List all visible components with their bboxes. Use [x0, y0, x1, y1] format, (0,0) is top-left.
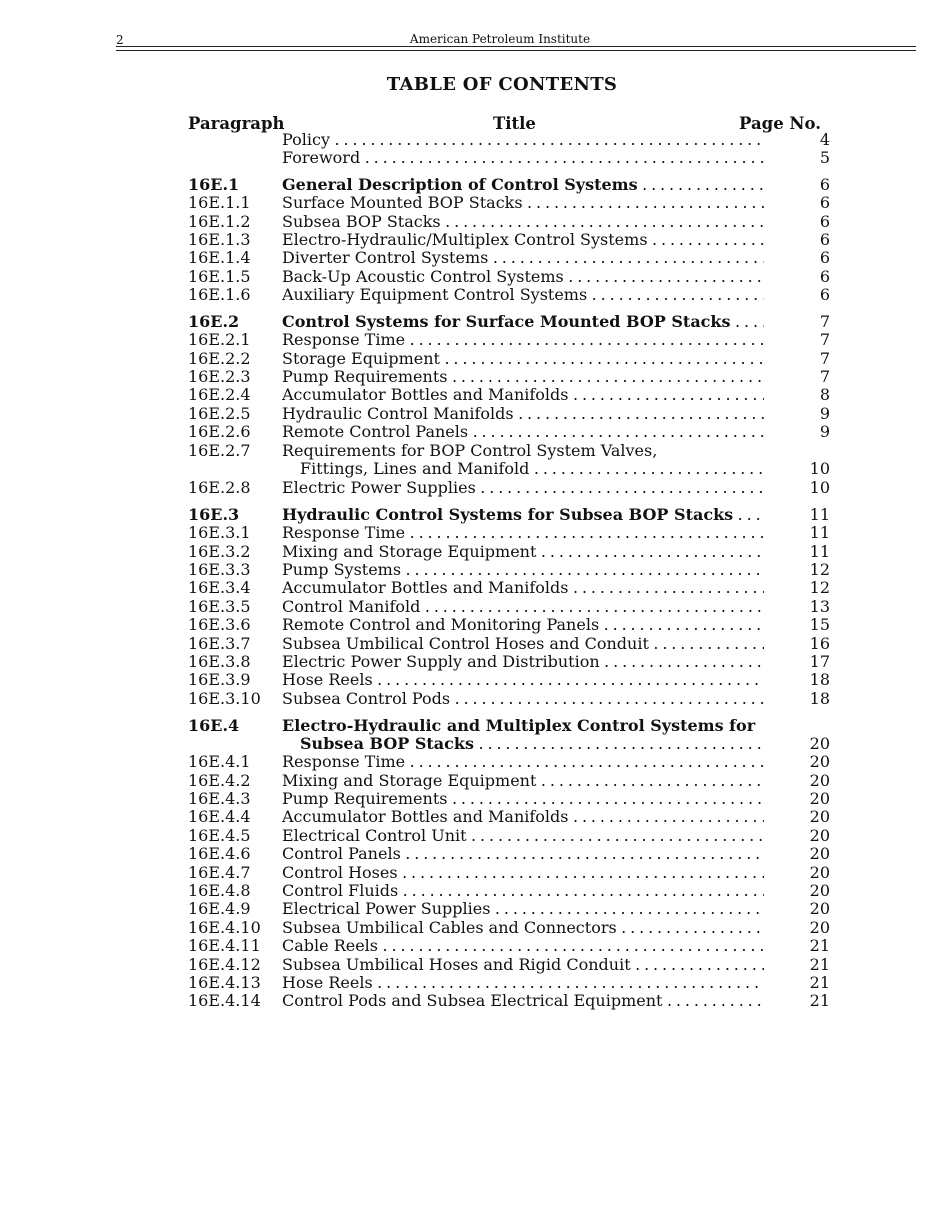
toc-entry-number: 16E.3.1 [188, 523, 251, 542]
toc-entry [0, 900, 950, 918]
toc-entry-page: 11 [809, 523, 830, 542]
toc-entry-page: 21 [809, 991, 830, 1010]
toc-entry-title: Control Manifold . . . [282, 598, 764, 616]
toc-entry [0, 442, 950, 460]
toc-entry-title: Pump Systems . . . [282, 561, 764, 579]
toc-entry-page: 7 [819, 312, 830, 331]
toc-entry-title: Remote Control Panels . . . [282, 423, 764, 441]
toc-entry-title: Subsea Umbilical Control Hoses and Conduit . . . [282, 635, 764, 653]
running-head: American Petroleum Institute [409, 32, 591, 46]
toc-entry [0, 864, 950, 882]
column-header-page: Page No. [739, 114, 821, 133]
column-header-paragraph: Paragraph [188, 114, 285, 133]
toc-entry-number: 16E.4.3 [188, 789, 251, 808]
toc-entry [0, 882, 950, 900]
toc-entry [0, 598, 950, 616]
toc-entry-page: 21 [809, 936, 830, 955]
toc-entry-title: Control Systems for Surface Mounted BOP Stacks . . . [282, 313, 764, 331]
toc-entry-number: 16E.3 [188, 505, 240, 524]
toc-entry [0, 423, 950, 441]
toc-entry-number: 16E.4.14 [188, 991, 261, 1010]
toc-entry-number: 16E.1.3 [188, 230, 251, 249]
column-header-title: Title [493, 114, 536, 133]
toc-entry-title: Requirements for BOP Control System Valves, [282, 442, 658, 460]
toc-entry [0, 350, 950, 368]
toc-entry-page: 21 [809, 973, 830, 992]
toc-entry-number: 16E.3.2 [188, 542, 251, 561]
toc-entry-page: 18 [809, 689, 830, 708]
toc-entry [0, 194, 950, 212]
toc-entry [0, 561, 950, 579]
toc-entry-title: Surface Mounted BOP Stacks . . . [282, 194, 764, 212]
toc-entry-number: 16E.2.6 [188, 422, 251, 441]
toc-entry [0, 149, 950, 167]
toc-entry-number: 16E.4.10 [188, 918, 261, 937]
toc-entry-page: 7 [819, 330, 830, 349]
toc-entry-title: Electrical Power Supplies . . . [282, 900, 764, 918]
toc-entry-title: Subsea BOP Stacks . . . [300, 735, 764, 753]
toc-entry-page: 6 [819, 212, 830, 231]
toc-entry-title: Control Panels . . . [282, 845, 764, 863]
toc-entry-page: 12 [809, 560, 830, 579]
toc-entry-page: 6 [819, 267, 830, 286]
toc-entry-title: Accumulator Bottles and Manifolds . . . [282, 386, 764, 404]
toc-entry-page: 13 [809, 597, 830, 616]
toc-entry-number: 16E.2.7 [188, 441, 251, 460]
toc-entry-page: 11 [809, 542, 830, 561]
toc-entry [0, 131, 950, 149]
toc-entry-title: Hydraulic Control Manifolds . . . [282, 405, 764, 423]
toc-entry [0, 479, 950, 497]
toc-entry-number: 16E.1.5 [188, 267, 251, 286]
toc-entry-number: 16E.4.2 [188, 771, 251, 790]
toc-entry [0, 671, 950, 689]
toc-entry-title: Pump Requirements . . . [282, 790, 764, 808]
toc-entry-number: 16E.4.6 [188, 844, 251, 863]
toc-entry-page: 15 [809, 615, 830, 634]
toc-entry-page: 6 [819, 193, 830, 212]
toc-entry-page: 20 [809, 899, 830, 918]
toc-entry-title: Response Time . . . [282, 331, 764, 349]
toc-entry-page: 6 [819, 248, 830, 267]
toc-entry-title: Mixing and Storage Equipment . . . [282, 543, 764, 561]
toc-entry-title: Mixing and Storage Equipment . . . [282, 772, 764, 790]
toc-entry [0, 974, 950, 992]
toc-entry [0, 845, 950, 863]
toc-entry-number: 16E.2.1 [188, 330, 251, 349]
toc-entry-number: 16E.3.5 [188, 597, 251, 616]
toc-entry-number: 16E.3.9 [188, 670, 251, 689]
toc-entry-number: 16E.4.1 [188, 752, 251, 771]
toc-entry-number: 16E.1.6 [188, 285, 251, 304]
toc-entry-number: 16E.3.7 [188, 634, 251, 653]
toc-entry-number: 16E.2.5 [188, 404, 251, 423]
toc-entry [0, 937, 950, 955]
toc-entry [0, 524, 950, 542]
toc-entry-page: 21 [809, 955, 830, 974]
toc-entry-title: Subsea BOP Stacks . . . [282, 213, 764, 231]
toc-entry [0, 368, 950, 386]
toc-entry [0, 313, 950, 331]
toc-entry-number: 16E.4.11 [188, 936, 261, 955]
toc-entry-number: 16E.4 [188, 716, 240, 735]
toc-entry-page: 20 [809, 918, 830, 937]
toc-entry [0, 543, 950, 561]
toc-entry-title: Control Hoses . . . [282, 864, 764, 882]
toc-entry-title: Policy . . . [282, 131, 764, 149]
toc-entry-page: 8 [819, 385, 830, 404]
toc-entry-title: Response Time . . . [282, 753, 764, 771]
toc-entry-title: Electro-Hydraulic and Multiplex Control Systems for [282, 717, 756, 735]
toc-title: TABLE OF CONTENTS [386, 74, 618, 95]
toc-entry-title: Remote Control and Monitoring Panels . . . [282, 616, 764, 634]
toc-entry-page: 5 [819, 148, 830, 167]
toc-entry-title: Electrical Control Unit . . . [282, 827, 764, 845]
toc-entry-page: 20 [809, 863, 830, 882]
toc-entry-page: 20 [809, 789, 830, 808]
toc-entry [0, 268, 950, 286]
toc-entry-page: 10 [809, 459, 830, 478]
toc-entry [0, 753, 950, 771]
toc-entry-title: Control Fluids . . . [282, 882, 764, 900]
header-rule-top [116, 46, 916, 47]
toc-entry-title: Pump Requirements . . . [282, 368, 764, 386]
toc-entry-title: Electro-Hydraulic/Multiplex Control Systems . . . [282, 231, 764, 249]
toc-entry-number: 16E.1.1 [188, 193, 251, 212]
toc-entry-title: Diverter Control Systems . . . [282, 249, 764, 267]
toc-entry-page: 4 [819, 130, 830, 149]
toc-entry-number: 16E.4.9 [188, 899, 251, 918]
toc-entry-title: Auxiliary Equipment Control Systems . . . [282, 286, 764, 304]
toc-entry [0, 249, 950, 267]
toc-entry-number: 16E.3.4 [188, 578, 251, 597]
header-rule-bottom [116, 50, 916, 51]
toc-entry [0, 827, 950, 845]
toc-entry-title: Accumulator Bottles and Manifolds . . . [282, 579, 764, 597]
toc-entry-number: 16E.4.4 [188, 807, 251, 826]
toc-entry-title: Hose Reels . . . [282, 671, 764, 689]
toc-entry-page: 6 [819, 175, 830, 194]
toc-entry [0, 690, 950, 708]
toc-entry-page: 20 [809, 807, 830, 826]
toc-entry [0, 992, 950, 1010]
toc-entry-title: Control Pods and Subsea Electrical Equipment . . . [282, 992, 764, 1010]
toc-entry-page: 16 [809, 634, 830, 653]
toc-entry-number: 16E.4.13 [188, 973, 261, 992]
toc-entry-number: 16E.3.6 [188, 615, 251, 634]
toc-entry-title: Electric Power Supplies . . . [282, 479, 764, 497]
toc-entry-page: 20 [809, 881, 830, 900]
toc-entry [0, 460, 950, 478]
toc-entry-page: 20 [809, 844, 830, 863]
toc-entry [0, 386, 950, 404]
toc-entry [0, 735, 950, 753]
toc-entry-title: Hydraulic Control Systems for Subsea BOP Stacks . . . [282, 506, 764, 524]
toc-entry-title: Hose Reels . . . [282, 974, 764, 992]
toc-entry [0, 331, 950, 349]
toc-entry-number: 16E.3.10 [188, 689, 261, 708]
toc-entry-number: 16E.4.7 [188, 863, 251, 882]
toc-entry-title: Accumulator Bottles and Manifolds . . . [282, 808, 764, 826]
toc-entry-number: 16E.2 [188, 312, 240, 331]
toc-entry-page: 10 [809, 478, 830, 497]
toc-entry [0, 579, 950, 597]
toc-entry-number: 16E.2.4 [188, 385, 251, 404]
toc-entry-page: 12 [809, 578, 830, 597]
toc-entry-number: 16E.1.2 [188, 212, 251, 231]
toc-entry-number: 16E.2.2 [188, 349, 251, 368]
toc-entry [0, 213, 950, 231]
toc-entry [0, 286, 950, 304]
toc-entry-title: Subsea Control Pods . . . [282, 690, 764, 708]
toc-entry-page: 6 [819, 285, 830, 304]
toc-entry [0, 956, 950, 974]
toc-entry-number: 16E.1.4 [188, 248, 251, 267]
toc-entry-page: 11 [809, 505, 830, 524]
toc-entry-page: 18 [809, 670, 830, 689]
toc-entry [0, 790, 950, 808]
toc-entry [0, 717, 950, 735]
toc-entry-number: 16E.1 [188, 175, 240, 194]
toc-entry-number: 16E.3.8 [188, 652, 251, 671]
toc-entry-page: 20 [809, 752, 830, 771]
toc-entry-number: 16E.4.5 [188, 826, 251, 845]
toc-entry [0, 176, 950, 194]
toc-entry-title: Subsea Umbilical Hoses and Rigid Conduit . . . [282, 956, 764, 974]
toc-entry-number: 16E.4.8 [188, 881, 251, 900]
toc-entry-title: General Description of Control Systems . . . [282, 176, 764, 194]
toc-entry-page: 6 [819, 230, 830, 249]
toc-entry [0, 919, 950, 937]
toc-entry-page: 7 [819, 349, 830, 368]
toc-entry-page: 20 [809, 826, 830, 845]
toc-entry [0, 231, 950, 249]
toc-entry [0, 808, 950, 826]
toc-entry [0, 635, 950, 653]
toc-entry [0, 772, 950, 790]
toc-entry [0, 405, 950, 423]
toc-entry-number: 16E.2.8 [188, 478, 251, 497]
toc-entry-page: 9 [819, 404, 830, 423]
toc-entry-title: Cable Reels . . . [282, 937, 764, 955]
toc-entry-title: Storage Equipment . . . [282, 350, 764, 368]
toc-entry-page: 20 [809, 771, 830, 790]
toc-entry-number: 16E.4.12 [188, 955, 261, 974]
toc-entry-title: Electric Power Supply and Distribution . . . [282, 653, 764, 671]
toc-entry-title: Subsea Umbilical Cables and Connectors . . . [282, 919, 764, 937]
toc-entry-page: 17 [809, 652, 830, 671]
toc-entry-title: Response Time . . . [282, 524, 764, 542]
toc-entry [0, 616, 950, 634]
page-number: 2 [116, 33, 124, 47]
toc-entry-page: 7 [819, 367, 830, 386]
toc-entry [0, 506, 950, 524]
toc-entry-title: Foreword . . . [282, 149, 764, 167]
toc-entry-page: 20 [809, 734, 830, 753]
toc-entry-title: Back-Up Acoustic Control Systems . . . [282, 268, 764, 286]
toc-entry-page: 9 [819, 422, 830, 441]
toc-entry [0, 653, 950, 671]
toc-entry-title: Fittings, Lines and Manifold . . . [300, 460, 764, 478]
toc-entry-number: 16E.2.3 [188, 367, 251, 386]
toc-entry-number: 16E.3.3 [188, 560, 251, 579]
